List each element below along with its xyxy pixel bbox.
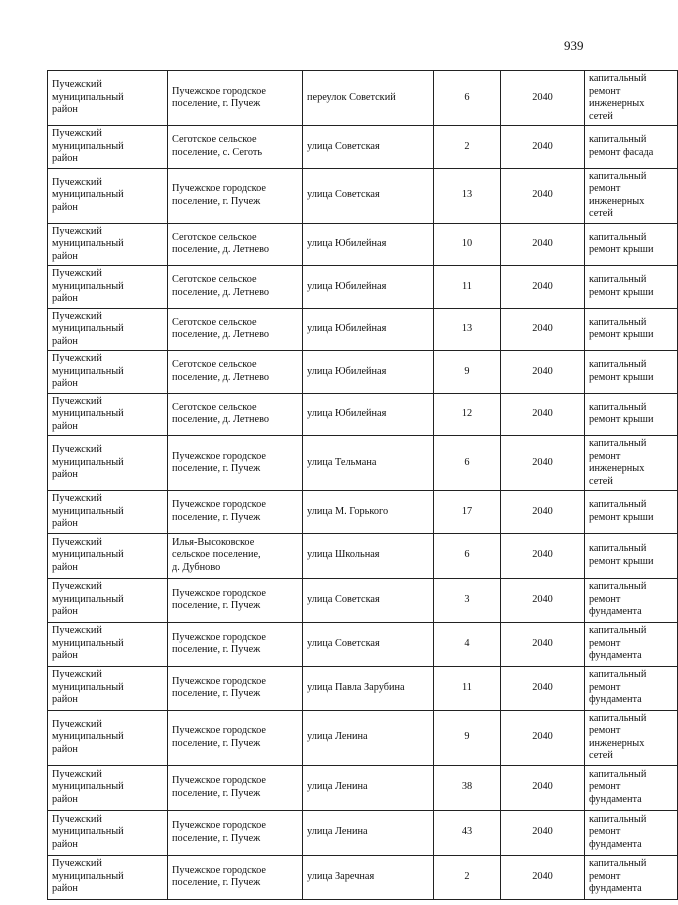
district-text: Пучежский муниципальный район: [52, 79, 124, 116]
cell-district: [48, 168, 168, 223]
cell-settlement: [168, 308, 303, 351]
cell-settlement: [168, 266, 303, 309]
cell-house-number: 9: [434, 710, 501, 765]
table-row: [48, 168, 678, 223]
table-row: [48, 855, 678, 899]
district-text: Пучежский муниципальный район: [52, 128, 124, 164]
table-row: [48, 393, 678, 436]
district-text: Пучежский муниципальный район: [52, 493, 124, 529]
cell-year: 2040: [501, 622, 585, 666]
work-text: капитальный ремонт фундамента: [589, 669, 647, 706]
cell-house-number: 13: [434, 168, 501, 223]
cell-district: [48, 351, 168, 394]
cell-district: [48, 436, 168, 491]
cell-work-type: [585, 393, 678, 436]
cell-street: улица Павла Зарубина: [303, 666, 434, 710]
cell-district: [48, 308, 168, 351]
cell-work-type: [585, 666, 678, 710]
district-text: Пучежский муниципальный район: [52, 395, 124, 432]
table-row: [48, 810, 678, 855]
cell-year: 2040: [501, 351, 585, 394]
cell-year: 2040: [501, 393, 585, 436]
cell-year: 2040: [501, 223, 585, 266]
district-text: Пучежский муниципальный район: [52, 444, 124, 481]
cell-year: 2040: [501, 436, 585, 491]
cell-year: 2040: [501, 710, 585, 765]
cell-settlement: [168, 765, 303, 810]
table-row: [48, 351, 678, 394]
cell-district: [48, 533, 168, 578]
work-text: капитальный ремонт фундамента: [589, 625, 647, 662]
settlement-text: Сеготское сельское поселение, с. Сеготь: [172, 134, 263, 158]
cell-house-number: 4: [434, 622, 501, 666]
table-row: [48, 666, 678, 710]
district-text: Пучежский муниципальный район: [52, 225, 124, 262]
repair-schedule-table: [47, 70, 678, 900]
settlement-text: Пучежское городское поселение, г. Пучеж: [172, 587, 266, 611]
cell-settlement: [168, 622, 303, 666]
page-number: 939: [564, 38, 584, 53]
cell-work-type: [585, 223, 678, 266]
cell-year: 2040: [501, 765, 585, 810]
district-text: Пучежский муниципальный район: [52, 581, 124, 618]
cell-work-type: [585, 855, 678, 899]
table-row: [48, 71, 678, 126]
cell-house-number: 38: [434, 765, 501, 810]
settlement-text: Сеготское сельское поселение, д. Летнево: [172, 359, 270, 383]
cell-year: 2040: [501, 308, 585, 351]
cell-work-type: [585, 351, 678, 394]
cell-street: улица Советская: [303, 126, 434, 169]
cell-street: улица Юбилейная: [303, 223, 434, 266]
settlement-text: Пучежское городское поселение, г. Пучеж: [172, 499, 266, 523]
work-text: капитальный ремонт фундамента: [589, 813, 647, 850]
cell-street: улица Советская: [303, 168, 434, 223]
table-body: [48, 71, 678, 900]
work-text: капитальный ремонт крыши: [589, 316, 654, 341]
cell-district: [48, 855, 168, 899]
work-text: капитальный ремонт крыши: [589, 543, 654, 567]
settlement-text: Пучежское городское поселение, г. Пучеж: [172, 183, 266, 207]
cell-district: [48, 810, 168, 855]
settlement-text: Пучежское городское поселение, г. Пучеж: [172, 675, 266, 699]
cell-district: [48, 393, 168, 436]
cell-street: улица Тельмана: [303, 436, 434, 491]
cell-year: 2040: [501, 810, 585, 855]
cell-work-type: [585, 533, 678, 578]
cell-street: улица Юбилейная: [303, 308, 434, 351]
cell-work-type: [585, 765, 678, 810]
cell-district: [48, 491, 168, 534]
work-text: капитальный ремонт крыши: [589, 231, 654, 256]
work-text: капитальный ремонт инженерных сетей: [589, 170, 647, 219]
cell-work-type: [585, 710, 678, 765]
work-text: капитальный ремонт фундамента: [589, 581, 647, 618]
cell-settlement: [168, 666, 303, 710]
settlement-text: Пучежское городское поселение, г. Пучеж: [172, 450, 266, 474]
cell-street: улица Ленина: [303, 810, 434, 855]
table-row: [48, 491, 678, 534]
cell-year: 2040: [501, 491, 585, 534]
work-text: капитальный ремонт крыши: [589, 359, 654, 383]
cell-house-number: 11: [434, 266, 501, 309]
table-row: [48, 578, 678, 622]
cell-year: 2040: [501, 126, 585, 169]
cell-street: улица Юбилейная: [303, 351, 434, 394]
settlement-text: Сеготское сельское поселение, д. Летнево: [172, 274, 270, 298]
cell-district: [48, 622, 168, 666]
cell-year: 2040: [501, 666, 585, 710]
cell-street: улица Советская: [303, 578, 434, 622]
cell-settlement: [168, 168, 303, 223]
settlement-text: Пучежское городское поселение, г. Пучеж: [172, 820, 266, 844]
cell-settlement: [168, 578, 303, 622]
work-text: капитальный ремонт фундамента: [589, 858, 647, 895]
settlement-text: Сеготское сельское поселение, д. Летнево: [172, 231, 270, 256]
cell-settlement: [168, 223, 303, 266]
cell-settlement: [168, 393, 303, 436]
cell-work-type: [585, 622, 678, 666]
cell-house-number: 2: [434, 126, 501, 169]
table-row: [48, 436, 678, 491]
cell-house-number: 10: [434, 223, 501, 266]
cell-work-type: [585, 168, 678, 223]
cell-street: улица Ленина: [303, 710, 434, 765]
table-row: [48, 308, 678, 351]
cell-work-type: [585, 308, 678, 351]
cell-year: 2040: [501, 578, 585, 622]
cell-work-type: [585, 436, 678, 491]
district-text: Пучежский муниципальный район: [52, 625, 124, 662]
cell-year: 2040: [501, 533, 585, 578]
cell-year: 2040: [501, 71, 585, 126]
cell-district: [48, 266, 168, 309]
cell-work-type: [585, 810, 678, 855]
cell-street: улица Ленина: [303, 765, 434, 810]
cell-settlement: [168, 491, 303, 534]
cell-district: [48, 71, 168, 126]
table-row: [48, 710, 678, 765]
district-text: Пучежский муниципальный район: [52, 310, 124, 347]
cell-street: улица Заречная: [303, 855, 434, 899]
cell-work-type: [585, 491, 678, 534]
district-text: Пучежский муниципальный район: [52, 353, 124, 389]
work-text: капитальный ремонт инженерных сетей: [589, 712, 647, 761]
district-text: Пучежский муниципальный район: [52, 768, 124, 805]
table-row: [48, 533, 678, 578]
cell-house-number: 17: [434, 491, 501, 534]
cell-street: улица Школьная: [303, 533, 434, 578]
cell-street: улица Советская: [303, 622, 434, 666]
district-text: Пучежский муниципальный район: [52, 813, 124, 850]
cell-street: улица Юбилейная: [303, 393, 434, 436]
cell-settlement: [168, 855, 303, 899]
cell-house-number: 11: [434, 666, 501, 710]
settlement-text: Сеготское сельское поселение, д. Летнево: [172, 401, 270, 426]
settlement-text: Илья-Высоковское сельское поселение, д. Дубново: [172, 536, 261, 573]
district-text: Пучежский муниципальный район: [52, 858, 124, 895]
cell-district: [48, 765, 168, 810]
district-text: Пучежский муниципальный район: [52, 718, 124, 755]
cell-house-number: 2: [434, 855, 501, 899]
cell-settlement: [168, 810, 303, 855]
work-text: капитальный ремонт фасада: [589, 134, 654, 158]
cell-house-number: 43: [434, 810, 501, 855]
table-row: [48, 223, 678, 266]
cell-house-number: 6: [434, 436, 501, 491]
work-text: капитальный ремонт крыши: [589, 401, 654, 426]
cell-settlement: [168, 351, 303, 394]
cell-house-number: 12: [434, 393, 501, 436]
district-text: Пучежский муниципальный район: [52, 176, 124, 213]
cell-street: улица Юбилейная: [303, 266, 434, 309]
cell-settlement: [168, 710, 303, 765]
cell-district: [48, 126, 168, 169]
work-text: капитальный ремонт крыши: [589, 499, 654, 523]
cell-work-type: [585, 266, 678, 309]
work-text: капитальный ремонт фундамента: [589, 768, 647, 805]
cell-district: [48, 666, 168, 710]
cell-house-number: 6: [434, 533, 501, 578]
cell-settlement: [168, 436, 303, 491]
cell-year: 2040: [501, 855, 585, 899]
cell-house-number: 9: [434, 351, 501, 394]
cell-house-number: 6: [434, 71, 501, 126]
cell-district: [48, 578, 168, 622]
cell-settlement: [168, 533, 303, 578]
settlement-text: Пучежское городское поселение, г. Пучеж: [172, 775, 266, 799]
settlement-text: Пучежское городское поселение, г. Пучеж: [172, 725, 266, 749]
cell-work-type: [585, 578, 678, 622]
settlement-text: Пучежское городское поселение, г. Пучеж: [172, 85, 266, 109]
cell-district: [48, 710, 168, 765]
district-text: Пучежский муниципальный район: [52, 268, 124, 304]
settlement-text: Сеготское сельское поселение, д. Летнево: [172, 316, 270, 341]
cell-work-type: [585, 126, 678, 169]
work-text: капитальный ремонт инженерных сетей: [589, 73, 647, 122]
table-row: [48, 765, 678, 810]
cell-year: 2040: [501, 168, 585, 223]
cell-work-type: [585, 71, 678, 126]
work-text: капитальный ремонт инженерных сетей: [589, 438, 647, 487]
work-text: капитальный ремонт крыши: [589, 274, 654, 298]
district-text: Пучежский муниципальный район: [52, 536, 124, 573]
settlement-text: Пучежское городское поселение, г. Пучеж: [172, 864, 266, 888]
settlement-text: Пучежское городское поселение, г. Пучеж: [172, 631, 266, 655]
district-text: Пучежский муниципальный район: [52, 669, 124, 706]
cell-year: 2040: [501, 266, 585, 309]
cell-district: [48, 223, 168, 266]
cell-settlement: [168, 71, 303, 126]
cell-street: переулок Советский: [303, 71, 434, 126]
cell-house-number: 13: [434, 308, 501, 351]
table-row: [48, 126, 678, 169]
table-row: [48, 622, 678, 666]
cell-house-number: 3: [434, 578, 501, 622]
cell-settlement: [168, 126, 303, 169]
cell-street: улица М. Горького: [303, 491, 434, 534]
table-row: [48, 266, 678, 309]
